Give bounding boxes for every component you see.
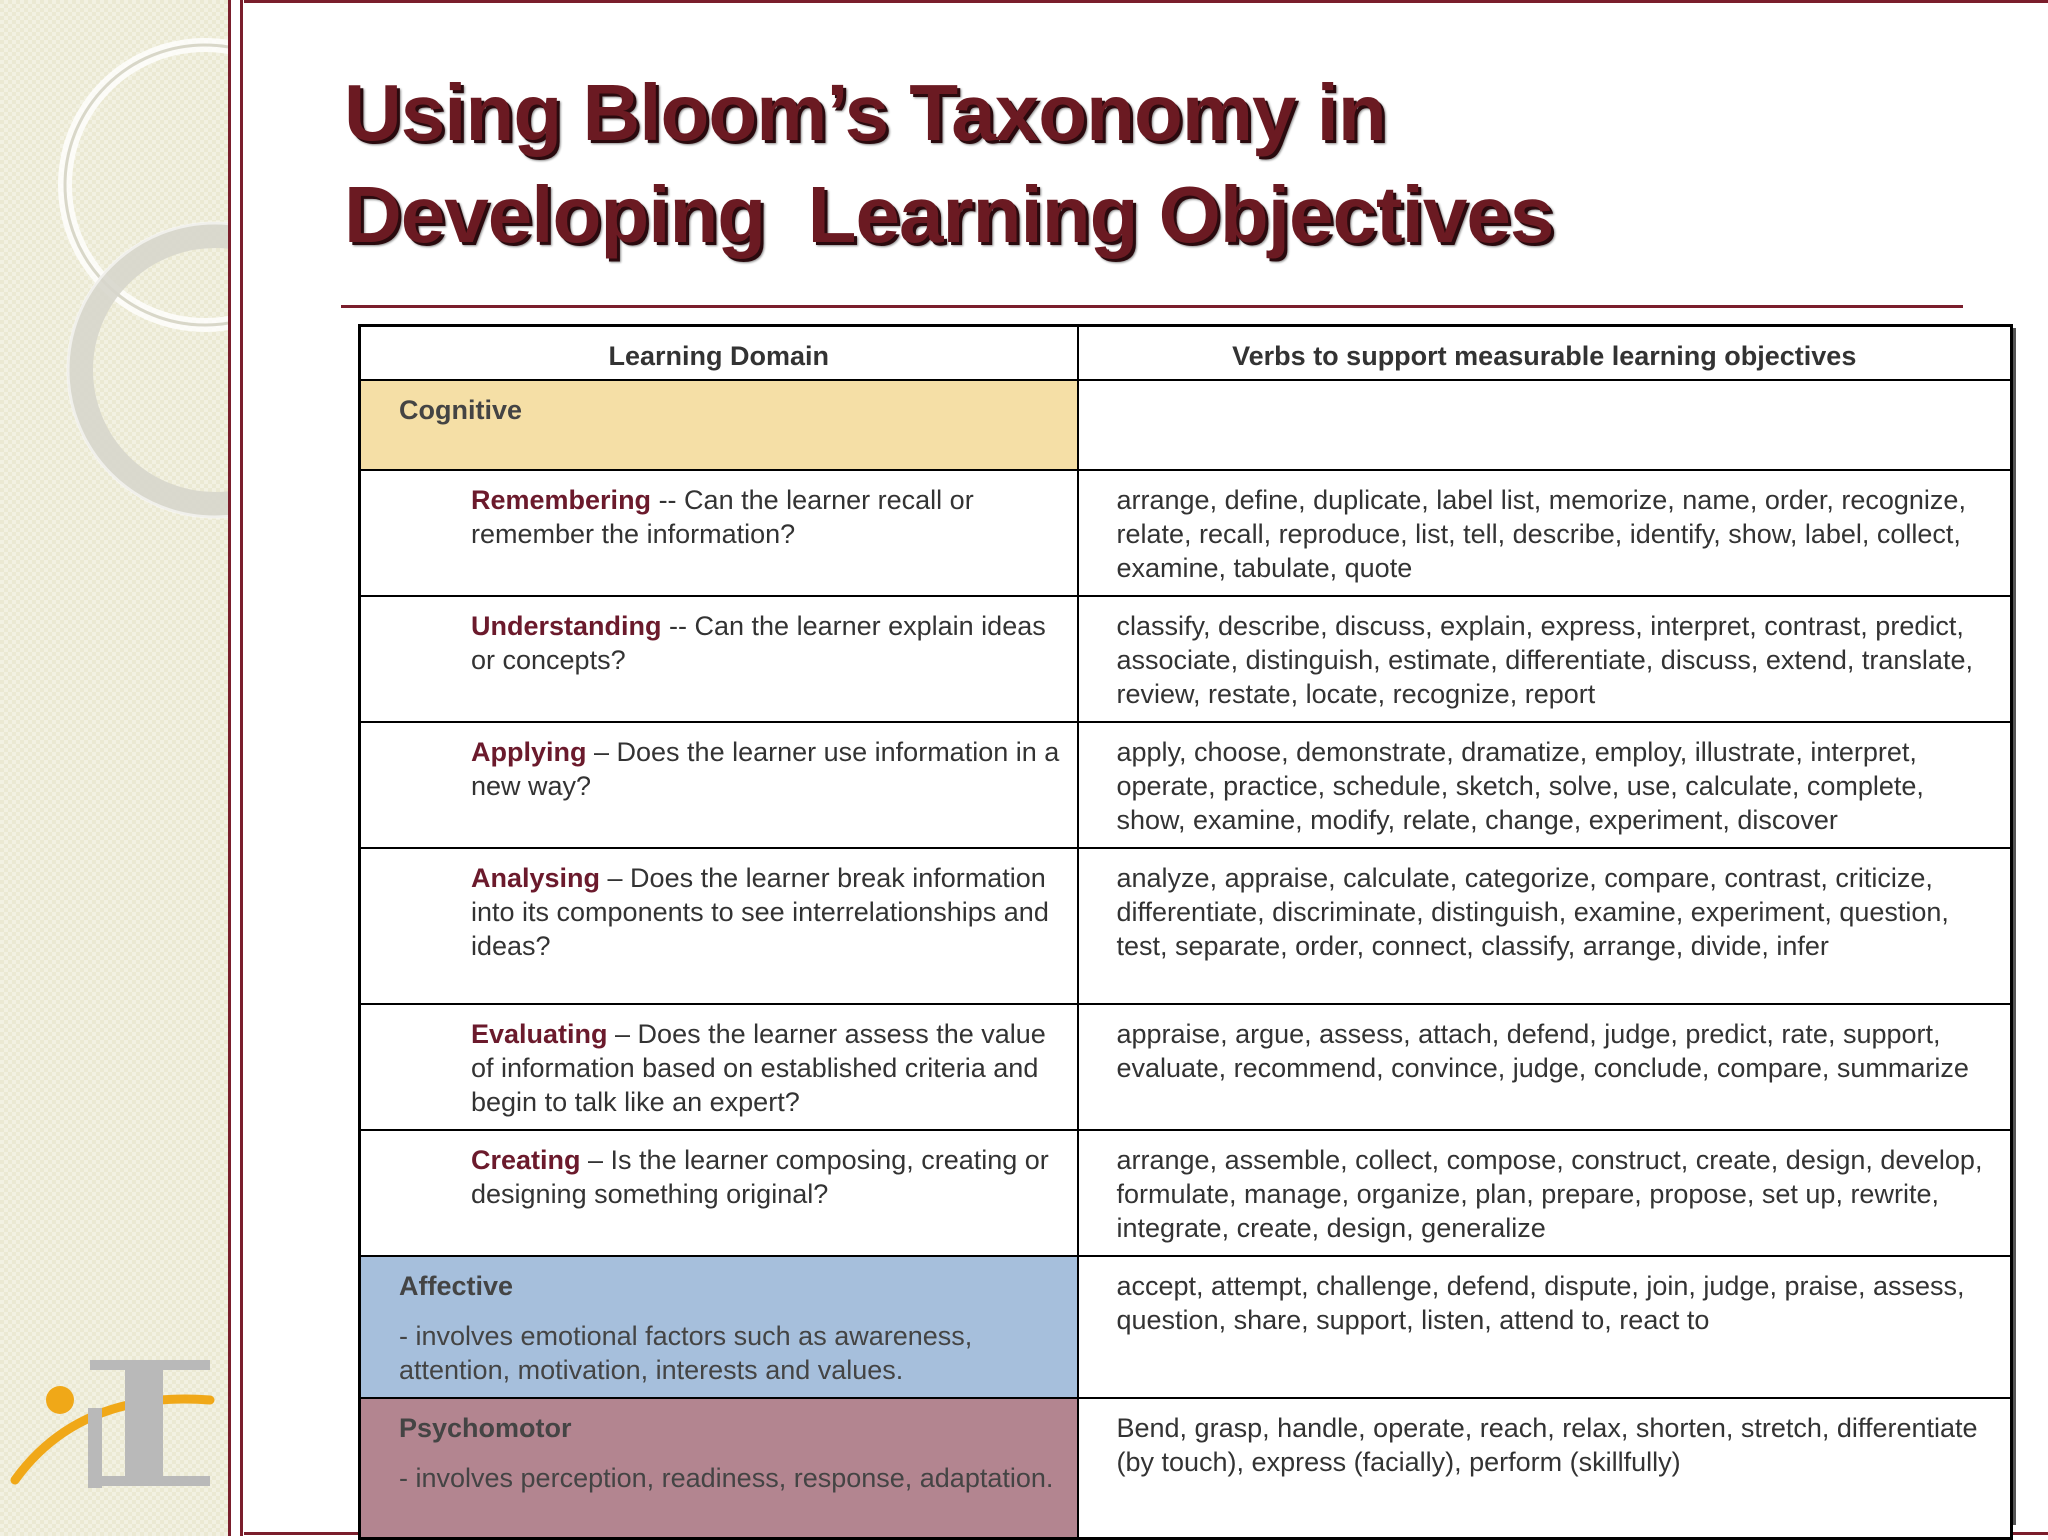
level-question: -- Can the learner explain ideas or concepts?	[471, 611, 1046, 675]
domain-psychomotor	[360, 1398, 1078, 1538]
table-row-cognitive	[360, 380, 2012, 470]
level-question: – Does the learner use information in a new way?	[471, 737, 1060, 801]
verbs-applying: apply, choose, demonstrate, dramatize, employ, illustrate, interpret, operate, practice, schedule, sketch, solve, use, calculate, complete, show, examine, modify, relate, change, experiment, discover	[1078, 722, 2012, 848]
decorative-rings-icon	[0, 0, 228, 1536]
verbs-cognitive-empty	[1078, 380, 2012, 470]
header-verbs: Verbs to support measurable learning objectives	[1078, 326, 2012, 381]
table-row	[360, 1130, 2012, 1256]
domain-cognitive: Cognitive	[360, 380, 1078, 470]
table-row-psychomotor	[360, 1398, 2012, 1538]
verbs-analysing: analyze, appraise, calculate, categorize, compare, contrast, criticize, differentiate, discriminate, distinguish, examine, experiment, question, test, separate, order, connect, classify, arrange, divide, infer	[1078, 848, 2012, 1004]
level-name: Evaluating	[471, 1019, 608, 1049]
itl-logo-icon	[0, 1340, 228, 1500]
verbs-evaluating: appraise, argue, assess, attach, defend, judge, predict, rate, support, evaluate, recommend, convince, judge, conclude, compare, summarize	[1078, 1004, 2012, 1130]
title-divider	[341, 305, 1963, 308]
top-border-line	[244, 0, 2048, 3]
domain-label: Psychomotor	[399, 1413, 572, 1443]
domain-affective	[360, 1256, 1078, 1398]
title-line-2: Developing Learning Objectives	[344, 170, 1554, 259]
taxonomy-table	[358, 324, 2013, 1540]
level-creating	[360, 1130, 1078, 1256]
table-row-affective	[360, 1256, 2012, 1398]
level-name: Applying	[471, 737, 587, 767]
level-name: Analysing	[471, 863, 601, 893]
level-remembering	[360, 470, 1078, 596]
verbs-psychomotor: Bend, grasp, handle, operate, reach, relax, shorten, stretch, differentiate (by touch), express (facially), perform (skillfully)	[1078, 1398, 2012, 1538]
level-question: – Does the learner break information into its components to see interrelationships and ideas?	[471, 863, 1049, 961]
domain-description: - involves emotional factors such as awareness, attention, motivation, interests and values.	[399, 1321, 973, 1385]
level-question: – Does the learner assess the value of information based on established criteria and begin to talk like an expert?	[471, 1019, 1046, 1117]
level-question: – Is the learner composing, creating or designing something original?	[471, 1145, 1049, 1209]
table-row	[360, 722, 2012, 848]
table-row	[360, 1004, 2012, 1130]
table-row	[360, 470, 2012, 596]
level-evaluating	[360, 1004, 1078, 1130]
verbs-creating: arrange, assemble, collect, compose, construct, create, design, develop, formulate, manage, organize, plan, prepare, propose, set up, rewrite, integrate, create, design, generalize	[1078, 1130, 2012, 1256]
level-name: Understanding	[471, 611, 662, 641]
table-row	[360, 848, 2012, 1004]
table-header-row	[360, 326, 2012, 381]
domain-label: Affective	[399, 1271, 514, 1301]
header-learning-domain: Learning Domain	[360, 326, 1078, 381]
level-name: Remembering	[471, 485, 652, 515]
level-analysing	[360, 848, 1078, 1004]
verbs-understanding: classify, describe, discuss, explain, express, interpret, contrast, predict, associate, distinguish, estimate, differentiate, discuss, extend, translate, review, restate, locate, recognize, report	[1078, 596, 2012, 722]
title-line-1: Using Bloom’s Taxonomy in	[344, 68, 1386, 157]
verbs-remembering: arrange, define, duplicate, label list, memorize, name, order, recognize, relate, recall, reproduce, list, tell, describe, identify, show, label, collect, examine, tabulate, quote	[1078, 470, 2012, 596]
table-row	[360, 596, 2012, 722]
level-question: -- Can the learner recall or remember the information?	[471, 485, 974, 549]
content-border-left	[240, 0, 243, 1536]
level-name: Creating	[471, 1145, 581, 1175]
page-title	[344, 62, 1984, 266]
verbs-affective: accept, attempt, challenge, defend, dispute, join, judge, praise, assess, question, share, support, listen, attend to, react to	[1078, 1256, 2012, 1398]
decorative-side-panel	[0, 0, 231, 1536]
level-understanding	[360, 596, 1078, 722]
level-applying	[360, 722, 1078, 848]
domain-description: - involves perception, readiness, response, adaptation.	[399, 1463, 1054, 1493]
